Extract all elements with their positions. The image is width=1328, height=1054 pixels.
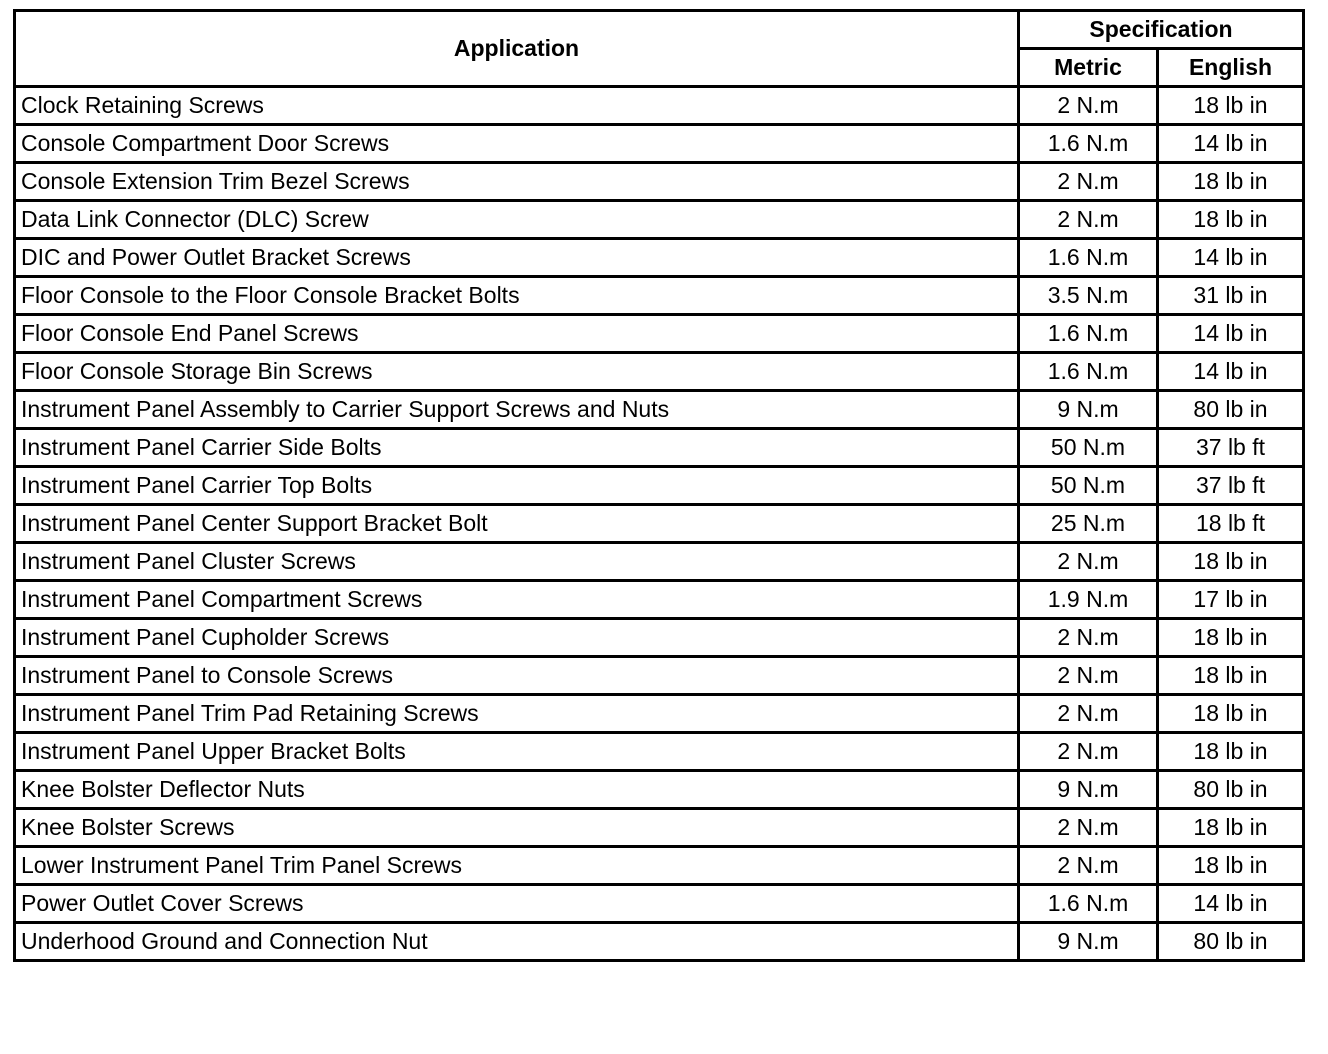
table-row bbox=[15, 429, 1304, 467]
table-row bbox=[15, 315, 1304, 353]
metric-cell: 1.6 N.m bbox=[1019, 239, 1158, 277]
table-row bbox=[15, 619, 1304, 657]
application-cell: Instrument Panel to Console Screws bbox=[15, 657, 1019, 695]
table-row bbox=[15, 771, 1304, 809]
metric-cell: 1.6 N.m bbox=[1019, 125, 1158, 163]
english-cell: 14 lb in bbox=[1158, 239, 1304, 277]
application-header: Application bbox=[15, 11, 1019, 87]
application-cell: Console Extension Trim Bezel Screws bbox=[15, 163, 1019, 201]
english-cell: 17 lb in bbox=[1158, 581, 1304, 619]
english-cell: 14 lb in bbox=[1158, 885, 1304, 923]
fastener-spec-table bbox=[13, 9, 1305, 962]
english-header: English bbox=[1158, 49, 1304, 87]
metric-cell: 1.6 N.m bbox=[1019, 885, 1158, 923]
table-row bbox=[15, 885, 1304, 923]
metric-cell: 2 N.m bbox=[1019, 87, 1158, 125]
application-cell: Floor Console to the Floor Console Bracket Bolts bbox=[15, 277, 1019, 315]
table-row bbox=[15, 847, 1304, 885]
table-row bbox=[15, 923, 1304, 961]
metric-cell: 1.6 N.m bbox=[1019, 353, 1158, 391]
english-cell: 37 lb ft bbox=[1158, 467, 1304, 505]
application-cell: Console Compartment Door Screws bbox=[15, 125, 1019, 163]
metric-cell: 2 N.m bbox=[1019, 619, 1158, 657]
metric-cell: 2 N.m bbox=[1019, 543, 1158, 581]
application-cell: Instrument Panel Upper Bracket Bolts bbox=[15, 733, 1019, 771]
english-cell: 18 lb ft bbox=[1158, 505, 1304, 543]
english-cell: 18 lb in bbox=[1158, 543, 1304, 581]
table-row bbox=[15, 201, 1304, 239]
english-cell: 31 lb in bbox=[1158, 277, 1304, 315]
application-cell: Instrument Panel Carrier Top Bolts bbox=[15, 467, 1019, 505]
application-cell: Underhood Ground and Connection Nut bbox=[15, 923, 1019, 961]
table-row bbox=[15, 467, 1304, 505]
english-cell: 18 lb in bbox=[1158, 733, 1304, 771]
metric-cell: 2 N.m bbox=[1019, 201, 1158, 239]
english-cell: 14 lb in bbox=[1158, 315, 1304, 353]
application-cell: Data Link Connector (DLC) Screw bbox=[15, 201, 1019, 239]
application-cell: Instrument Panel Trim Pad Retaining Screws bbox=[15, 695, 1019, 733]
table-body bbox=[15, 87, 1304, 961]
english-cell: 18 lb in bbox=[1158, 619, 1304, 657]
english-cell: 80 lb in bbox=[1158, 771, 1304, 809]
metric-cell: 2 N.m bbox=[1019, 695, 1158, 733]
english-cell: 80 lb in bbox=[1158, 923, 1304, 961]
specification-header: Specification bbox=[1019, 11, 1304, 49]
english-cell: 18 lb in bbox=[1158, 87, 1304, 125]
application-cell: Instrument Panel Compartment Screws bbox=[15, 581, 1019, 619]
header-row-top bbox=[15, 11, 1304, 49]
application-cell: Instrument Panel Cupholder Screws bbox=[15, 619, 1019, 657]
metric-cell: 2 N.m bbox=[1019, 847, 1158, 885]
table-row bbox=[15, 505, 1304, 543]
table-row bbox=[15, 657, 1304, 695]
english-cell: 14 lb in bbox=[1158, 125, 1304, 163]
table-row bbox=[15, 733, 1304, 771]
metric-cell: 2 N.m bbox=[1019, 809, 1158, 847]
table-header bbox=[15, 11, 1304, 87]
metric-cell: 2 N.m bbox=[1019, 657, 1158, 695]
application-cell: DIC and Power Outlet Bracket Screws bbox=[15, 239, 1019, 277]
application-cell: Lower Instrument Panel Trim Panel Screws bbox=[15, 847, 1019, 885]
application-cell: Knee Bolster Screws bbox=[15, 809, 1019, 847]
metric-cell: 2 N.m bbox=[1019, 163, 1158, 201]
metric-header: Metric bbox=[1019, 49, 1158, 87]
table-row bbox=[15, 163, 1304, 201]
application-cell: Knee Bolster Deflector Nuts bbox=[15, 771, 1019, 809]
english-cell: 18 lb in bbox=[1158, 847, 1304, 885]
application-cell: Instrument Panel Center Support Bracket Bolt bbox=[15, 505, 1019, 543]
table-row bbox=[15, 87, 1304, 125]
metric-cell: 50 N.m bbox=[1019, 429, 1158, 467]
metric-cell: 9 N.m bbox=[1019, 771, 1158, 809]
english-cell: 37 lb ft bbox=[1158, 429, 1304, 467]
application-cell: Instrument Panel Cluster Screws bbox=[15, 543, 1019, 581]
table-row bbox=[15, 277, 1304, 315]
table-row bbox=[15, 543, 1304, 581]
table-row bbox=[15, 581, 1304, 619]
application-cell: Instrument Panel Assembly to Carrier Support Screws and Nuts bbox=[15, 391, 1019, 429]
table-row bbox=[15, 391, 1304, 429]
english-cell: 18 lb in bbox=[1158, 809, 1304, 847]
english-cell: 18 lb in bbox=[1158, 201, 1304, 239]
application-cell: Floor Console Storage Bin Screws bbox=[15, 353, 1019, 391]
english-cell: 14 lb in bbox=[1158, 353, 1304, 391]
metric-cell: 9 N.m bbox=[1019, 923, 1158, 961]
english-cell: 18 lb in bbox=[1158, 163, 1304, 201]
table-row bbox=[15, 695, 1304, 733]
metric-cell: 25 N.m bbox=[1019, 505, 1158, 543]
table-row bbox=[15, 809, 1304, 847]
english-cell: 80 lb in bbox=[1158, 391, 1304, 429]
table-row bbox=[15, 353, 1304, 391]
english-cell: 18 lb in bbox=[1158, 695, 1304, 733]
table-row bbox=[15, 125, 1304, 163]
application-cell: Power Outlet Cover Screws bbox=[15, 885, 1019, 923]
metric-cell: 50 N.m bbox=[1019, 467, 1158, 505]
metric-cell: 1.9 N.m bbox=[1019, 581, 1158, 619]
metric-cell: 1.6 N.m bbox=[1019, 315, 1158, 353]
metric-cell: 2 N.m bbox=[1019, 733, 1158, 771]
metric-cell: 9 N.m bbox=[1019, 391, 1158, 429]
metric-cell: 3.5 N.m bbox=[1019, 277, 1158, 315]
application-cell: Clock Retaining Screws bbox=[15, 87, 1019, 125]
application-cell: Floor Console End Panel Screws bbox=[15, 315, 1019, 353]
application-cell: Instrument Panel Carrier Side Bolts bbox=[15, 429, 1019, 467]
english-cell: 18 lb in bbox=[1158, 657, 1304, 695]
table-row bbox=[15, 239, 1304, 277]
